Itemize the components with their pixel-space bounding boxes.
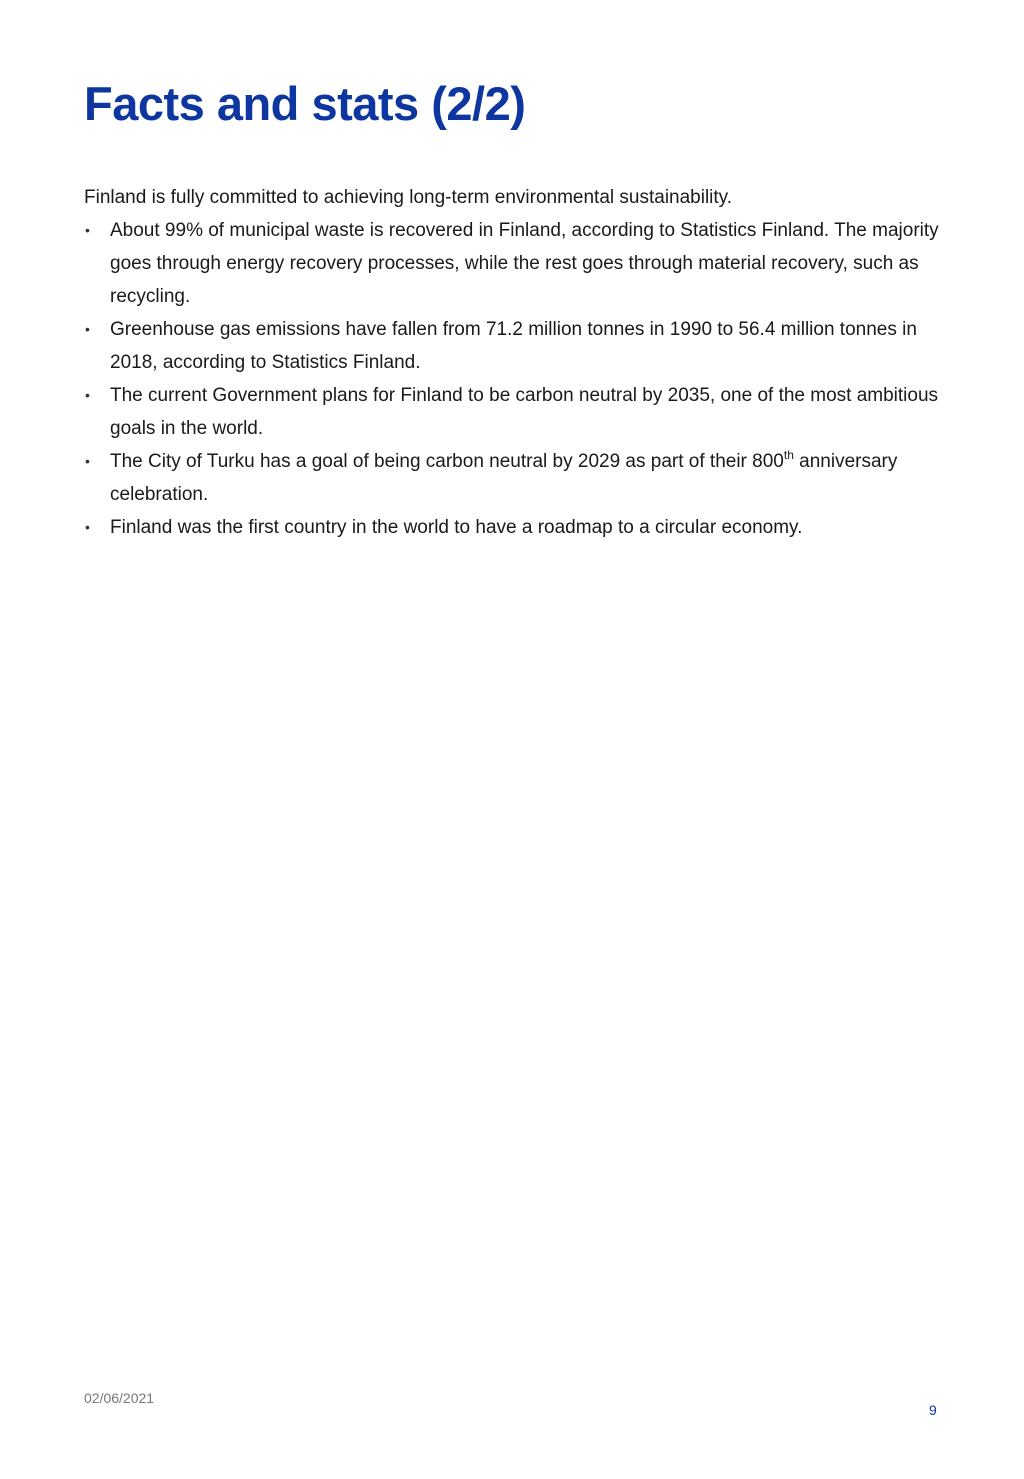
list-item-text: About 99% of municipal waste is recovered in Finland, according to Statistics Finland. The majority goes through energy recovery processes, while the rest goes through material recovery, such as recycling. <box>110 220 939 307</box>
bullet-icon: • <box>85 519 90 535</box>
list-item-text: Greenhouse gas emissions have fallen from 71.2 million tonnes in 1990 to 56.4 million tonnes in 2018, according to Statistics Finland. <box>110 319 917 373</box>
page-number: 9 <box>929 1402 937 1418</box>
bullet-icon: • <box>85 453 90 469</box>
list-item <box>84 445 944 511</box>
page-title: Facts and stats (2/2) <box>84 77 526 130</box>
bullet-icon: • <box>85 222 90 238</box>
footer-date: 02/06/2021 <box>84 1390 155 1406</box>
list-item-text-after: anniversary celebration. <box>110 451 898 505</box>
intro-paragraph: Finland is fully committed to achieving long-term environmental sustainability. <box>84 187 733 208</box>
list-item-text: Finland was the first country in the world to have a roadmap to a circular economy. <box>110 517 803 538</box>
fact-list <box>84 214 944 544</box>
bullet-icon: • <box>85 387 90 403</box>
superscript-ordinal: th <box>783 448 794 462</box>
list-item-text-before: The City of Turku has a goal of being carbon neutral by 2029 as part of their 800 <box>110 451 784 472</box>
bullet-icon: • <box>85 321 90 337</box>
list-item-text: The current Government plans for Finland to be carbon neutral by 2035, one of the most ambitious goals in the world. <box>110 385 939 439</box>
list-item <box>84 379 944 445</box>
list-item <box>84 313 944 379</box>
list-item <box>84 214 944 313</box>
list-item <box>84 511 944 544</box>
